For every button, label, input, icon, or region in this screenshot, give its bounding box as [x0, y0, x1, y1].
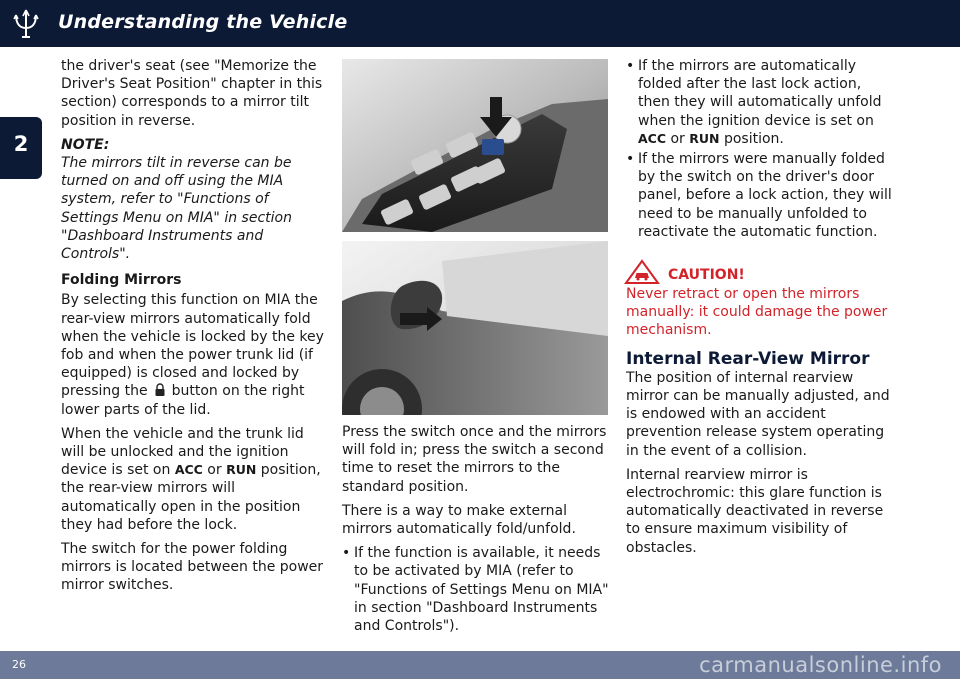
folding-paragraph-3: The switch for the power folding mirrors is located between the power mirror switches. — [61, 541, 324, 594]
acc-keyword: ACC — [638, 130, 667, 146]
column-middle — [342, 423, 610, 641]
note-text: The mirrors tilt in reverse can be turned on and off using the MIA system, refer to "Functions of Settings Menu on MIA" in section "Dashboard Instruments and Controls". — [61, 155, 292, 263]
page-footer — [0, 651, 960, 679]
figure-side-mirror — [342, 241, 608, 415]
page-header — [0, 0, 960, 47]
folding-p2-text-a: When the vehicle and the trunk lid will be unlocked and the ignition device is set on — [61, 425, 304, 479]
folding-p1-after: button on the right lower parts of the lid. — [61, 383, 305, 418]
folding-paragraph-1 — [61, 291, 328, 418]
watermark: carmanualsonline.info — [699, 653, 942, 677]
caution-heading — [624, 259, 894, 285]
acc-keyword: ACC — [174, 462, 203, 478]
caution-block — [626, 259, 894, 340]
press-switch-paragraph: Press the switch once and the mirrors will fold in; press the switch a second time to reset the mirrors to the standard position. — [342, 424, 607, 495]
note-label: NOTE: — [61, 136, 110, 153]
folding-mirrors-title: Folding Mirrors — [61, 272, 182, 289]
internal-mirror-paragraph-2: Internal rearview mirror is electrochromic: this glare function is automatically deactivated in reverse to ensure maximum visibility of obstacles. — [626, 466, 884, 556]
internal-mirror-heading: Internal Rear-View Mirror — [626, 348, 870, 369]
intro-paragraph: the driver's seat (see "Memorize the Driver's Seat Position" chapter in this section) corresponds to a mirror tilt position in reverse. — [61, 58, 323, 129]
figure-mirror-switch-panel — [342, 59, 608, 232]
list-item: • If the mirrors were manually folded by the switch on the driver's door panel, before a lock action, they will need to be manually unfolded to reactivate the automatic function. — [626, 150, 894, 241]
bullet1-text-b: position. — [723, 130, 784, 147]
switch-panel-illustration — [342, 59, 608, 232]
column-right — [626, 57, 894, 563]
caution-text: Never retract or open the mirrors manually: it could damage the power mechanism. — [626, 286, 888, 339]
list-item: • If the function is available, it needs to be activated by MIA (refer to "Functions of Settings Menu on MIA" in section "Dashboard Instruments and Controls"). — [342, 544, 610, 635]
caution-car-icon — [624, 259, 660, 285]
page-number: 26 — [12, 658, 26, 671]
note-block — [61, 136, 328, 263]
column-left — [61, 57, 328, 601]
right-bullet-list — [626, 57, 894, 241]
or-word: or — [207, 462, 222, 479]
run-keyword: RUN — [226, 462, 257, 478]
internal-mirror-paragraph-1: The position of internal rearview mirror can be manually adjusted, and is endowed with an accident prevention release system operating in the event of a collision. — [626, 369, 890, 459]
or-word: or — [670, 130, 685, 147]
lock-icon — [154, 383, 166, 397]
run-keyword: RUN — [689, 130, 720, 146]
folding-p1-before: By selecting this function on MIA the rear-view mirrors automatically fold when the vehicle is locked by the key fob and when the power trunk lid (if equipped) is closed and locked by pressing the — [61, 292, 324, 400]
middle-bullet-list — [342, 544, 610, 635]
bullet1-text-a: If the mirrors are automatically folded after the last lock action, then they will automatically unfold when the ignition device is set on — [638, 58, 882, 129]
folding-paragraph-2 — [61, 425, 328, 534]
list-item — [626, 57, 894, 148]
auto-fold-paragraph: There is a way to make external mirrors automatically fold/unfold. — [342, 502, 576, 538]
chapter-number: 2 — [13, 132, 29, 156]
caution-label: CAUTION! — [668, 266, 745, 283]
trident-logo-icon — [10, 7, 42, 41]
chapter-tab — [0, 117, 42, 179]
side-mirror-illustration — [342, 241, 608, 415]
folding-p2-text-b: position, the rear-view mirrors will automatically open in the position they had before the lock. — [61, 462, 321, 533]
page-title: Understanding the Vehicle — [58, 11, 348, 33]
